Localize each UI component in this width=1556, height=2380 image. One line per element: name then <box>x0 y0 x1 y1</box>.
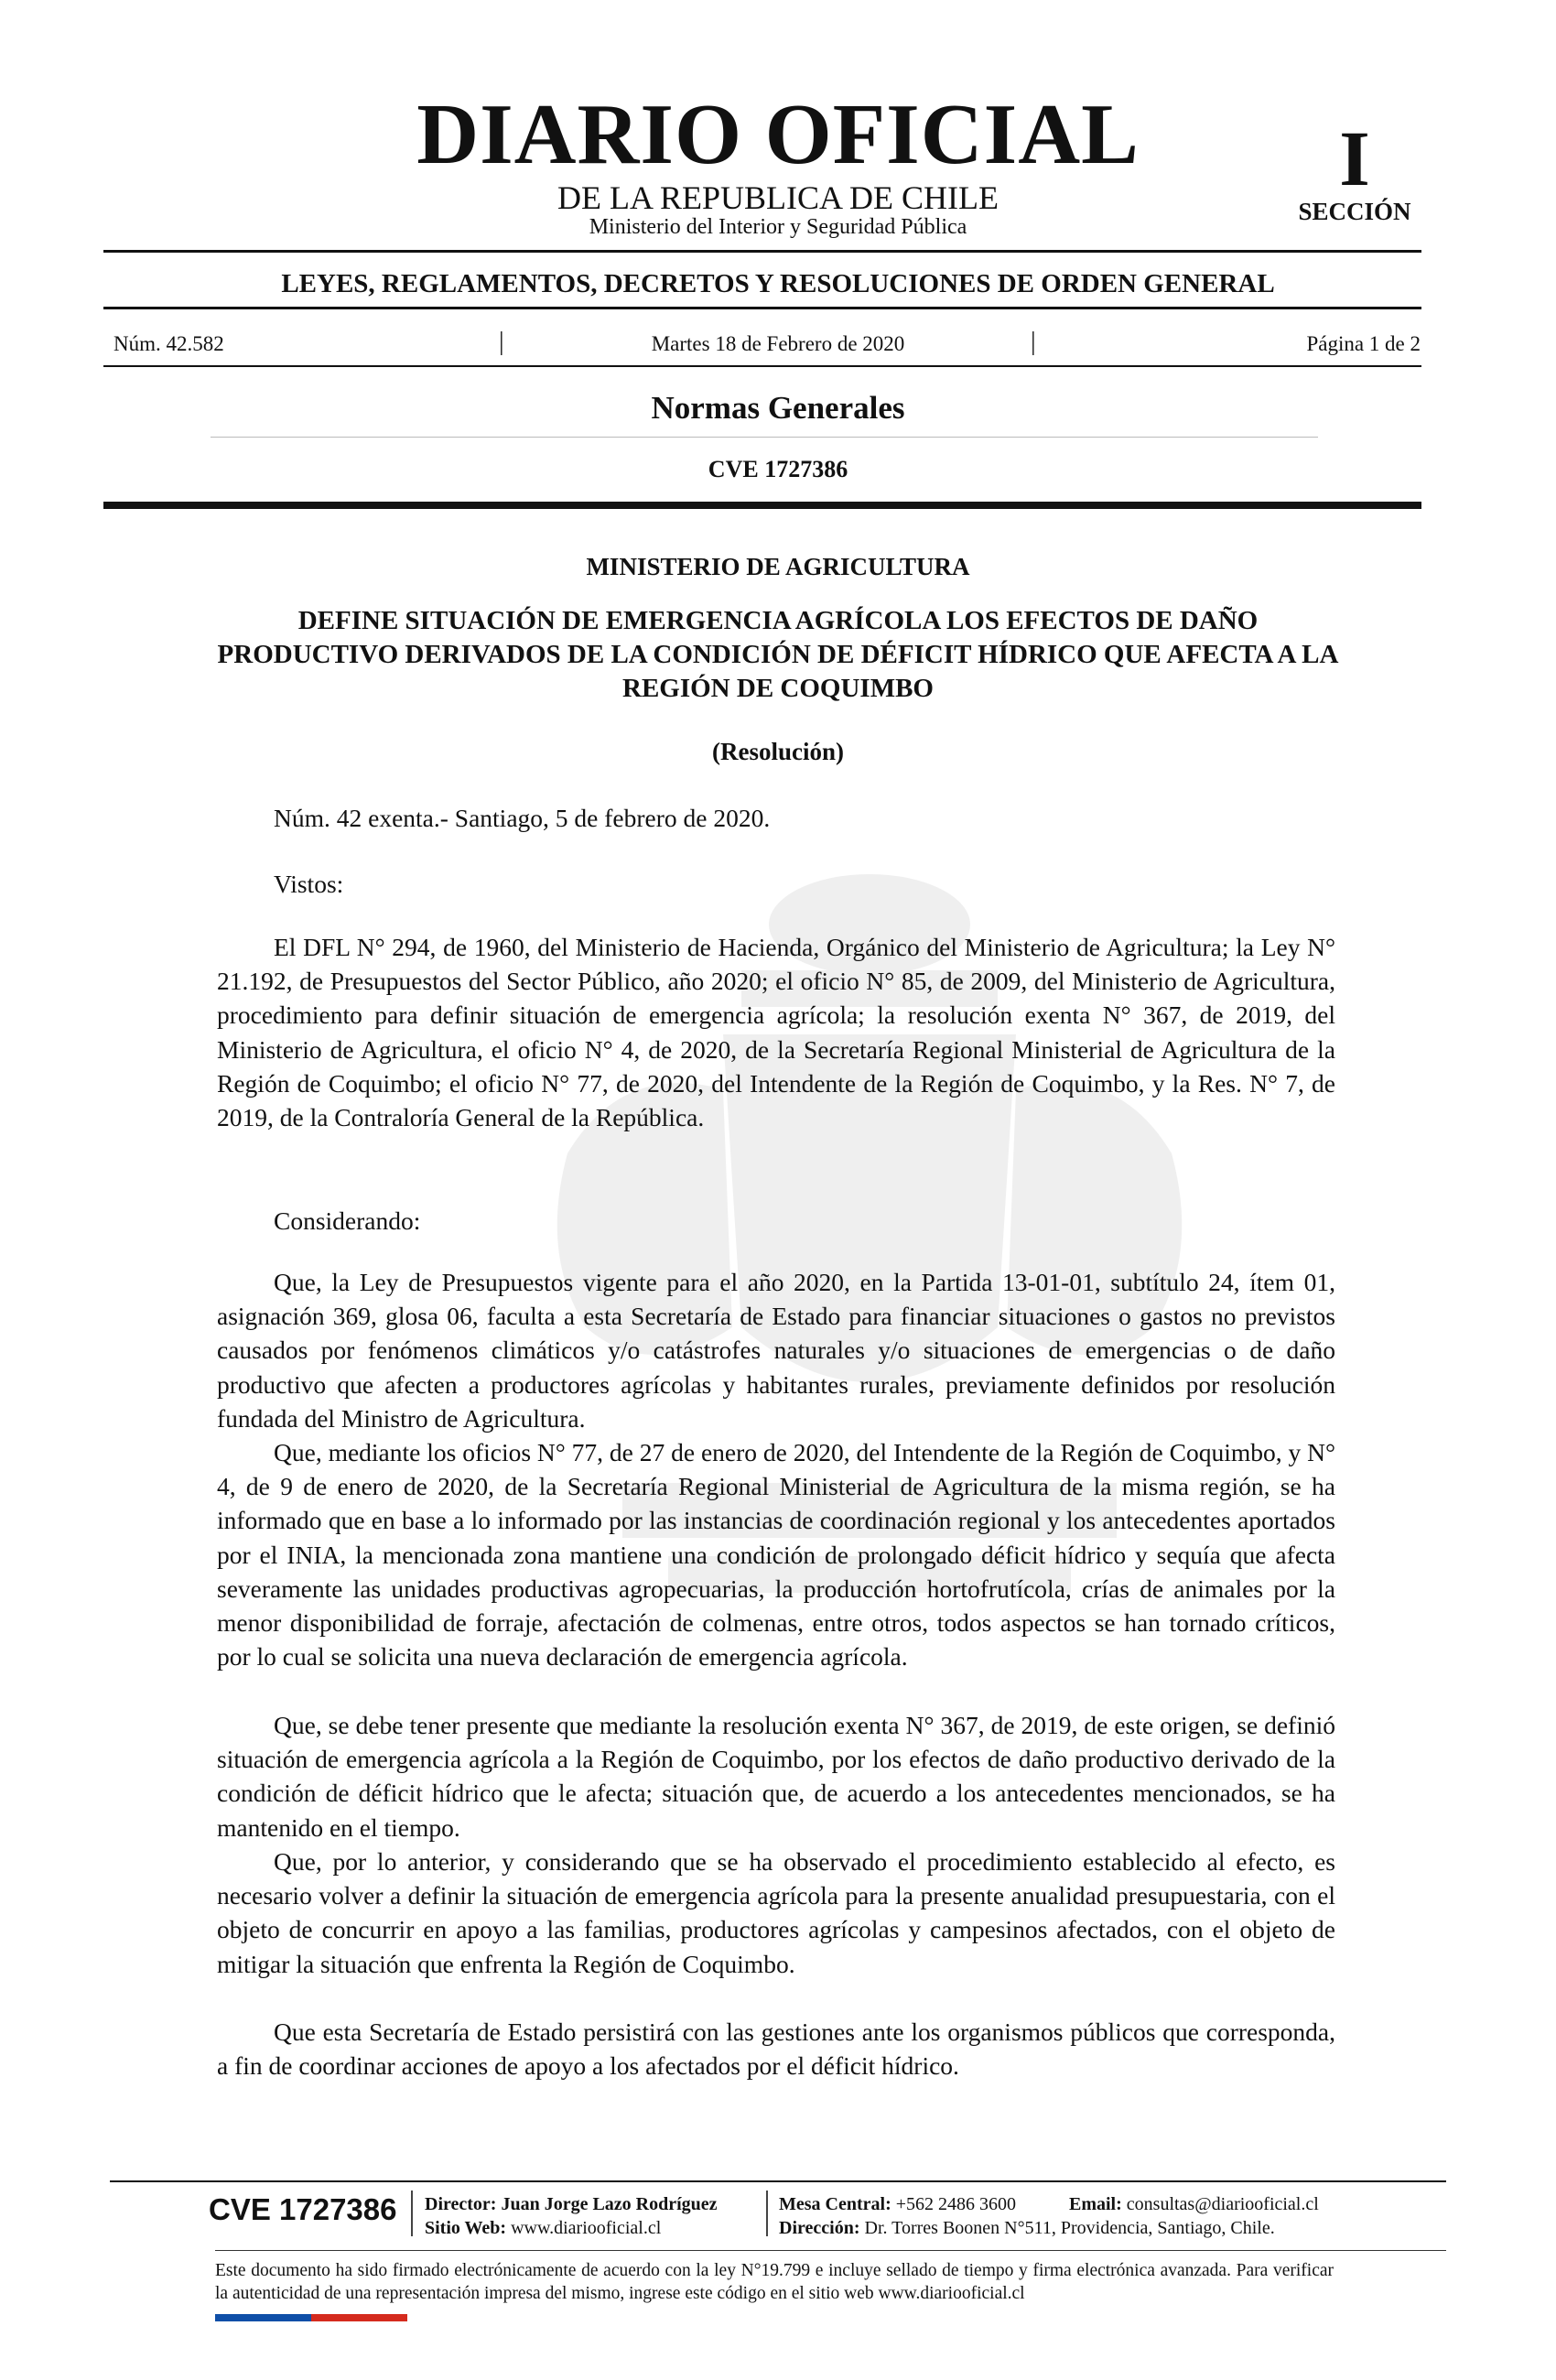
resolution-number: Núm. 42 exenta.- Santiago, 5 de febrero de 2020. <box>274 804 771 832</box>
separator: | <box>1031 328 1036 356</box>
cve-code: CVE 1727386 <box>708 456 848 482</box>
considerando-paragraph: Que, la Ley de Presupuestos vigente para el año 2020, en la Partida 13-01-01, subtítulo 24, ítem 01, asignación 369, glosa 06, faculta a esta Secretaría de Estado para financiar situaciones o gastos no previstos causados por fenómenos climáticos y/o catástrofes naturales y/o situaciones de emergencias o de daño productivo que afecten a productores agrícolas y habitantes rurales, previamente definidos por resolución fundada del Ministro de Agricultura. <box>217 1268 1335 1433</box>
considerando-paragraph: Que, por lo anterior, y considerando que se ha observado el procedimiento establecido al efecto, es necesario volver a definir la situación de emergencia agrícola para la presente anualidad presupuestaria, con el objeto de concurrir en apoyo a las familias, productores agrícolas y campesinos afectados, con el objeto de mitigar la situación que enfrenta la Región de Coquimbo. <box>217 1847 1335 1978</box>
footer-separator <box>766 2191 768 2236</box>
flag-stripe-red <box>311 2314 407 2321</box>
phone-label: Mesa Central: <box>779 2194 891 2214</box>
header-divider <box>103 307 1421 309</box>
document-title: DEFINE SITUACIÓN DE EMERGENCIA AGRÍCOLA LOS EFECTOS DE DAÑO PRODUCTIVO DERIVADOS DE LA CONDICIÓN DE DÉFICIT HÍDRICO QUE AFECTA A LA REGIÓN DE COQUIMBO <box>217 606 1339 703</box>
footer-address <box>779 2219 1275 2237</box>
masthead-title: DIARIO OFICIAL <box>416 87 1140 182</box>
header-divider <box>103 250 1421 253</box>
footer-phone <box>779 2195 1016 2213</box>
vistos-label: Vistos: <box>274 870 344 898</box>
issue-number: Núm. 42.582 <box>113 332 224 355</box>
considerando-label: Considerando: <box>274 1206 421 1235</box>
issue-date: Martes 18 de Febrero de 2020 <box>651 332 905 355</box>
considerando-paragraph: Que, mediante los oficios N° 77, de 27 de enero de 2020, del Intendente de la Región de Coquimbo, y N° 4, de 9 de enero de 2020, de la Secretaría Regional Ministerial de Agricultura de la misma región, se ha informado que en base a lo informado por las instancias de coordinación regional y los antecedentes aportados por el INIA, la mencionada zona mantiene una condición de prolongado déficit hídrico y sequía que afecta severamente las unidades productivas agropecuarias, la producción hortofrutícola, crías de animales por la menor disponibilidad de forraje, afectación de colmenas, entre otros, todos aspectos se han tornado críticos, por lo cual se solicita una nueva declaración de emergencia agrícola. <box>217 1438 1335 1671</box>
section-label: SECCIÓN <box>1298 198 1411 225</box>
footer-cve-code: CVE 1727386 <box>209 2192 397 2226</box>
website-link[interactable]: www.diariooficial.cl <box>511 2218 662 2238</box>
email-label: Email: <box>1069 2194 1122 2214</box>
page-count: Página 1 de 2 <box>1306 332 1421 355</box>
bold-divider <box>103 502 1421 509</box>
category-heading: LEYES, REGLAMENTOS, DECRETOS Y RESOLUCIONES DE ORDEN GENERAL <box>281 269 1275 298</box>
flag-stripe-blue <box>215 2314 311 2321</box>
section-number: I <box>1339 114 1370 202</box>
section-heading: Normas Generales <box>651 390 905 426</box>
vistos-paragraph: El DFL N° 294, de 1960, del Ministerio de Hacienda, Orgánico del Ministerio de Agricultura; la Ley N° 21.192, de Presupuestos del Sector Público, año 2020; el oficio N° 85, de 2009, del Ministerio de Agricultura, procedimiento para definir situación de emergencia agrícola; la resolución exenta N° 367, de 2019, del Ministerio de Agricultura, el oficio N° 4, de 2020, de la Secretaría Regional Ministerial de Agricultura de la Región de Coquimbo; el oficio N° 77, de 2020, del Intendente de la Región de Coquimbo, y la Res. N° 7, de 2019, de la Contraloría General de la República. <box>217 933 1335 1132</box>
thin-divider <box>211 437 1318 438</box>
director-label: Director: <box>425 2194 497 2214</box>
separator: | <box>499 328 504 356</box>
footer-divider <box>110 2180 1446 2182</box>
director-name: Juan Jorge Lazo Rodríguez <box>501 2194 718 2214</box>
footer-thin-divider <box>215 2250 1446 2251</box>
header-divider <box>103 365 1421 367</box>
address-label: Dirección: <box>779 2218 860 2238</box>
footer-website <box>425 2219 661 2237</box>
masthead-ministry: Ministerio del Interior y Seguridad Pública <box>589 215 967 239</box>
address-text: Dr. Torres Boonen N°511, Providencia, Santiago, Chile. <box>864 2218 1275 2238</box>
ministry-heading: MINISTERIO DE AGRICULTURA <box>586 553 970 580</box>
considerando-paragraph: Que, se debe tener presente que mediante la resolución exenta N° 367, de 2019, de este origen, se definió situación de emergencia agrícola a la Región de Coquimbo, por los efectos de daño productivo derivado de la condición de déficit hídrico que le afecta; situación que, de acuerdo a los antecedentes mencionados, se ha mantenido en el tiempo. <box>217 1711 1335 1842</box>
phone-number: +562 2486 3600 <box>895 2194 1017 2214</box>
document-type: (Resolución) <box>712 738 844 765</box>
masthead-subtitle: DE LA REPUBLICA DE CHILE <box>557 179 999 216</box>
footer-separator <box>411 2191 413 2236</box>
footer-director <box>425 2195 718 2213</box>
email-link[interactable]: consultas@diariooficial.cl <box>1126 2194 1319 2214</box>
considerando-paragraph: Que esta Secretaría de Estado persistirá con las gestiones ante los organismos públicos que corresponda, a fin de coordinar acciones de apoyo a los afectados por el déficit hídrico. <box>217 2018 1335 2081</box>
website-label: Sitio Web: <box>425 2218 507 2238</box>
footer-email <box>1069 2195 1319 2213</box>
legal-notice: Este documento ha sido firmado electrónicamente de acuerdo con la ley N°19.799 e incluye sellado de tiempo y firma electrónica avanzada. Para verificar la autenticidad de una representación impresa del mismo, ingrese este código en el sitio web www.diariooficial.cl <box>215 2261 1334 2303</box>
